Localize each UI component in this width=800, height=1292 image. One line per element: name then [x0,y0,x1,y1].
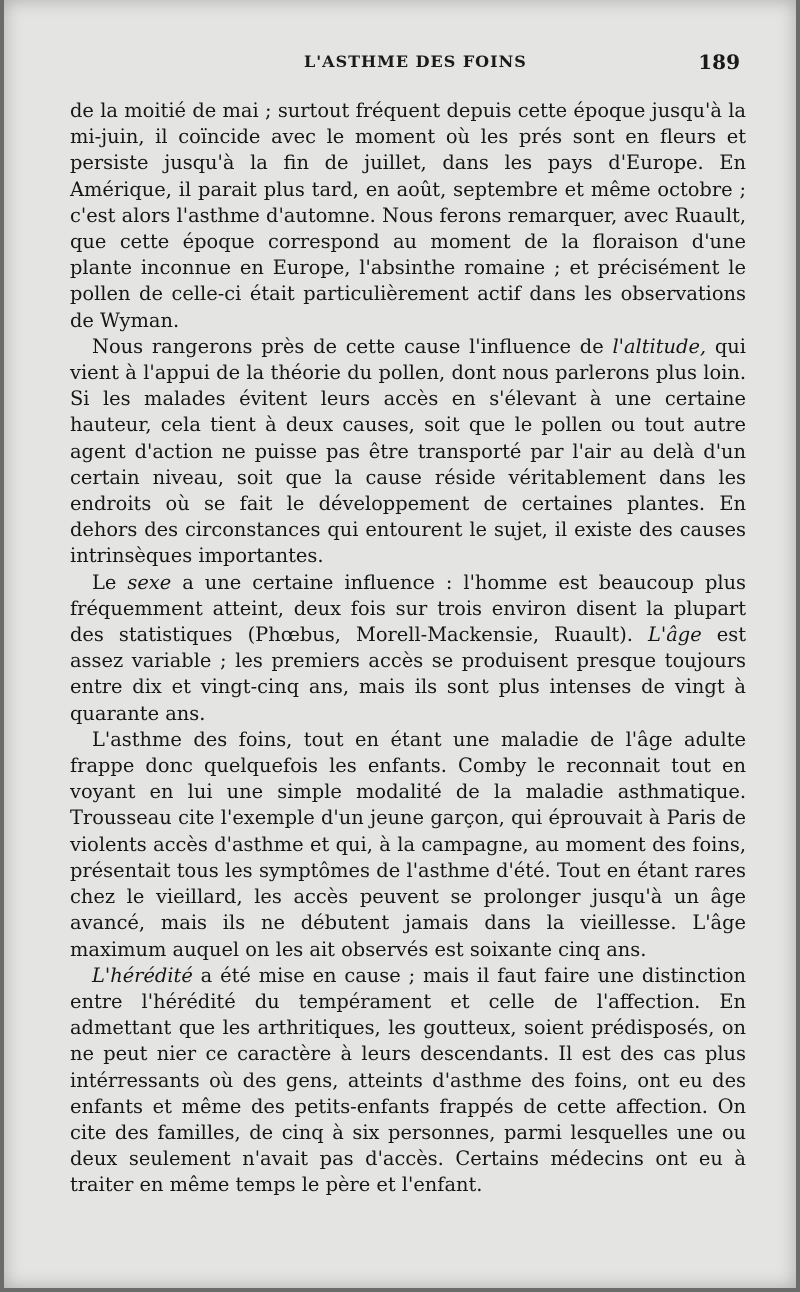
italic-run: sexe [127,570,172,594]
text-run: L'asthme des foins, tout en étant une maladie de l'âge adulte frappe donc quelquefois les enfants. Comby le reconnait tout en voyant en lui une simple modalité de la maladie asthmatique. Trousseau cite l'exemple d'un jeune garçon, qui éprouvait à Paris de violents accès d'asthme et qui, à la campagne, au moment des foins, présentait tous les symptômes de l'asthme d'été. Tout en étant rares chez le vieillard, les accès peuvent se prolonger jusqu'à un âge avancé, mais ils ne débutent jamais dans la vieillesse. L'âge maximum auquel on les ait observés est soixante cinq ans. [70,727,746,961]
paragraph [70,334,746,570]
italic-run: L'hérédité [92,963,193,987]
text-run: Nous rangerons près de cette cause l'influence de [92,334,613,358]
body-text [70,98,746,1199]
text-run: qui vient à l'appui de la théorie du pollen, dont nous parlerons plus loin. Si les malades évitent leurs accès en s'élevant à une certaine hauteur, cela tient à deux causes, soit que le pollen ou tout autre agent d'action ne puisse pas être transporté par l'air au delà d'un certain niveau, soit que la cause réside véritablement dans les endroits où se fait le développement de certaines plantes. En dehors des circonstances qui entourent le sujet, il existe des causes intrinsèques importantes. [70,334,746,568]
italic-run: l'altitude, [612,334,707,358]
text-run: a été mise en cause ; mais il faut faire une distinction entre l'hérédité du tempérament et celle de l'affection. En admettant que les arthritiques, les goutteux, soient prédisposés, on ne peut nier ce caractère à leurs descendants. Il est des cas plus intérressants où des gens, atteints d'asthme des foins, ont eu des enfants et même des petits-enfants frappés de cette affection. On cite des familles, de cinq à six personnes, parmi lesquelles une ou deux seulement n'avait pas d'accès. Certains médecins ont eu à traiter en même temps le père et l'enfant. [70,963,746,1197]
text-run: Le [92,570,128,594]
page-header [4,50,796,78]
running-title: L'ASTHME DES FOINS [304,52,527,71]
text-run: est assez variable ; les premiers accès se produisent presque toujours entre dix et vingt-cinq ans, mais ils sont plus intenses de vingt à quarante ans. [70,623,746,725]
book-page [4,0,796,1288]
italic-run: L'âge [648,623,702,647]
paragraph [70,98,746,334]
text-run: a une certaine influence : l'homme est beaucoup plus fréquemment atteint, deux fois sur trois environ disent la plupart des statistiques (Phœbus, Morell-Mackensie, Ruault). [70,570,747,647]
paragraph [70,570,746,727]
text-run: de la moitié de mai ; surtout fréquent depuis cette époque jusqu'à la mi-juin, il coïncide avec le moment où les prés sont en fleurs et persiste jusqu'à la fin de juillet, dans les pays d'Europe. En Amérique, il parait plus tard, en août, septembre et même octobre ; c'est alors l'asthme d'automne. Nous ferons remarquer, avec Ruault, que cette époque correspond au moment de la floraison d'une plante inconnue en Europe, l'absinthe romaine ; et précisément le pollen de celle-ci était particulièrement actif dans les observations de Wyman. [70,99,746,332]
paragraph [70,727,746,963]
paragraph [70,963,746,1199]
page-number: 189 [698,50,740,74]
